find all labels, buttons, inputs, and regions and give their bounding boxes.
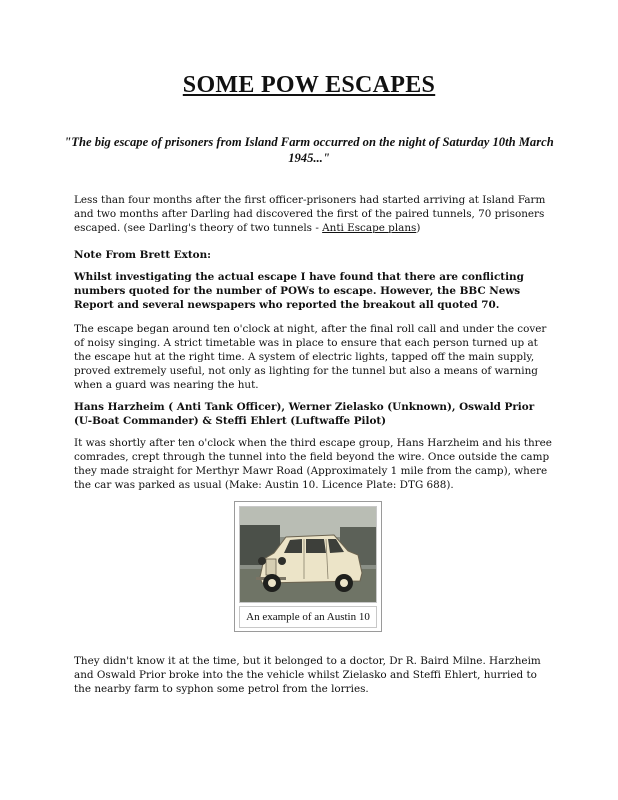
intro-closing-paren: ): [416, 222, 421, 234]
escape-paragraph: The escape began around ten o'clock at night, after the final roll call and under the cover of noisy singing. A strict timetable was in place to ensure that each person turned up at the escape hut at the right time. A system of electric lights, tapped off the main supply, proved extremely useful, not only as lighting for the tunnel but also a means of warning when a guard was nearing the hut.: [74, 323, 547, 391]
intro-text: Less than four months after the first officer-prisoners had started arriving at Island Farm and two months after Darling had discovered the first of the paired tunnels, 70 prisoners escaped. (see Darling's theory of two tunnels -: [74, 194, 546, 234]
austin-10-photo: [239, 506, 377, 603]
intro-paragraph: [74, 193, 554, 235]
opening-quote: "The big escape of prisoners from Island Farm occurred on the night of Saturday 10th March 1945...": [64, 135, 554, 165]
note-heading: Note From Brett Exton:: [74, 249, 211, 261]
austin-10-figure: [234, 501, 382, 632]
page-title: SOME POW ESCAPES: [182, 72, 436, 98]
figure-caption: An example of an Austin 10: [239, 606, 377, 628]
anti-escape-plans-link[interactable]: Anti Escape plans: [322, 222, 417, 234]
note-body: Whilst investigating the actual escape I have found that there are conflicting numbers quoted for the number of POWs to escape. However, the BBC News Report and several newspapers who reported the breakout all quoted 70.: [74, 271, 524, 311]
closing-paragraph: They didn't know it at the time, but it belonged to a doctor, Dr R. Baird Milne. Harzheim and Oswald Prior broke into the the vehicle whilst Zielasko and Steffi Ehlert, hurried to the nearby farm to syphon some petrol from the lorries.: [74, 655, 541, 695]
group-paragraph: It was shortly after ten o'clock when the third escape group, Hans Harzheim and his three comrades, crept through the tunnel into the field beyond the wire. Once outside the camp they made straight for Merthyr Mawr Road (Approximately 1 mile from the camp), where the car was parked as usual (Make: Austin 10. Licence Plate: DTG 688).: [74, 437, 552, 491]
group-heading: Hans Harzheim ( Anti Tank Officer), Werner Zielasko (Unknown), Oswald Prior (U-Boat Commander) & Steffi Ehlert (Luftwaffe Pilot): [74, 401, 535, 427]
car-illustration: [240, 507, 376, 602]
